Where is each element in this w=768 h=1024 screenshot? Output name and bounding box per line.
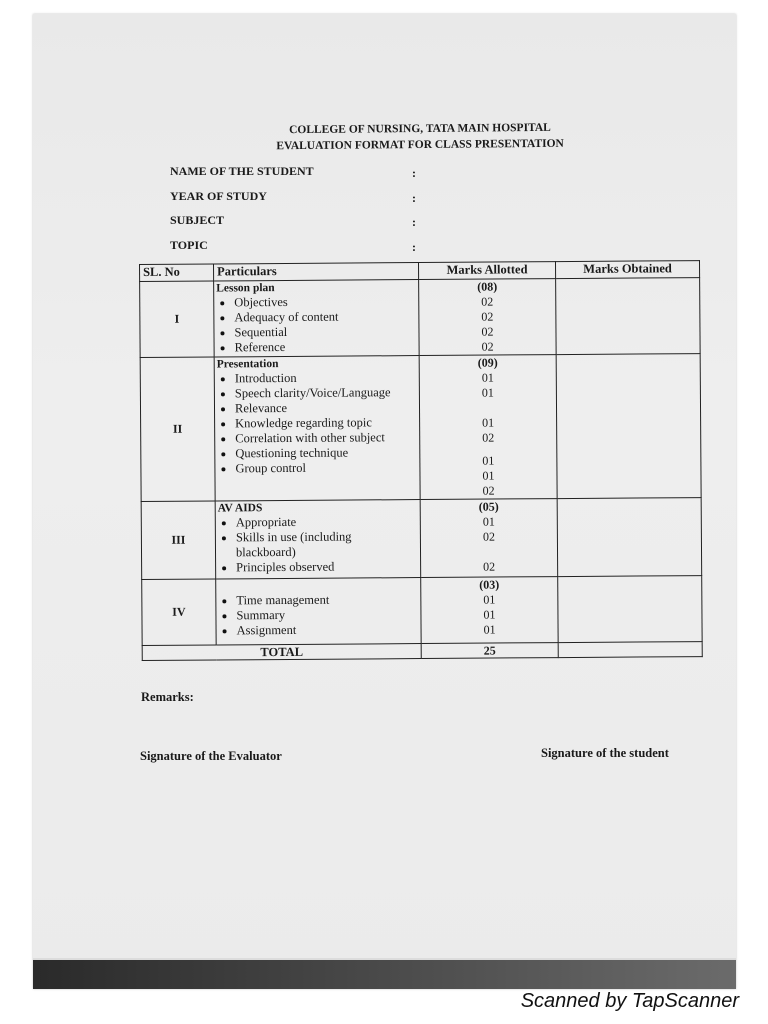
criteria-list [216,592,420,638]
field-label: TOPIC [170,237,208,252]
section-title: Lesson plan [216,282,275,295]
marks-allotted-cell [419,355,557,500]
section-title: Presentation [216,358,279,371]
header-marks-allotted: Marks Allotted [418,262,555,280]
list-item: Summary [216,607,420,623]
list-item: Sequential [214,324,418,340]
total-value: 25 [421,643,558,659]
mark-value: 01 [481,385,494,400]
evaluation-table-wrapper [139,260,702,661]
section-total-marks: (08) [477,279,498,294]
section-number: III [141,501,216,580]
marks-obtained-cell [556,354,701,499]
marks-obtained-cell [558,576,702,643]
remarks-label: Remarks: [141,690,194,704]
scan-top-margin [0,0,768,14]
section-number: I [140,281,215,358]
section-total-marks: (05) [478,499,499,514]
mark-value: 01 [482,468,495,483]
mark-spacer [421,544,557,560]
criteria-list [214,294,418,355]
list-item-continuation: blackboard) [235,544,296,560]
scanner-watermark: Scanned by TapScanner [520,990,739,1012]
mark-value: 02 [482,483,495,498]
form-title: EVALUATION FORMAT FOR CLASS PRESENTATION [276,137,564,153]
field-separator: : [412,239,416,254]
section-title [216,578,420,593]
section-number: II [140,357,215,502]
particulars-cell [214,356,420,501]
field-separator: : [412,166,416,180]
mark-value: 01 [482,415,495,430]
header-sl-no: SL. No [140,264,214,282]
list-item: Correlation with other subject [215,430,419,446]
list-item: Speech clarity/Voice/Language [215,385,419,401]
mark-spacer [420,400,556,416]
field-year-of-study [170,189,430,214]
table-total-row [142,642,702,661]
student-info-fields [170,164,430,262]
field-topic [170,238,430,263]
field-label: SUBJECT [170,213,225,227]
document-header [200,119,640,155]
table-row [141,498,702,580]
marks-allotted-cell [421,577,558,644]
field-separator: : [412,190,416,205]
institution-title: COLLEGE OF NURSING, TATA MAIN HOSPITAL [288,121,551,137]
particulars-cell [216,578,421,645]
mark-value: 02 [481,294,494,309]
list-item: Group control [215,460,419,476]
mark-value: 01 [482,453,495,468]
marks-obtained-cell [556,278,701,355]
mark-value: 01 [483,592,496,607]
list-item: Relevance [215,400,419,416]
field-student-name [170,164,430,189]
list-item: Introduction [215,370,419,386]
criteria-list [215,370,420,476]
table-row [142,576,702,646]
mark-value: 02 [482,430,495,445]
student-signature-label: Signature of the student [541,746,669,760]
field-label: NAME OF THE STUDENT [170,164,314,178]
particulars-cell [215,500,421,579]
mark-value: 02 [481,339,494,354]
mark-value: 02 [483,559,496,574]
background-surface [33,960,736,989]
mark-value: 02 [481,324,494,339]
section-total-marks: (03) [479,577,500,592]
marks-obtained-cell [557,498,702,577]
field-label: YEAR OF STUDY [170,188,267,203]
evaluator-signature-label: Signature of the Evaluator [140,749,282,763]
section-number: IV [142,579,216,646]
header-marks-obtained: Marks Obtained [555,261,699,279]
header-particulars: Particulars [214,263,419,281]
mark-value: 01 [483,622,496,637]
field-subject [170,213,430,238]
mark-value: 02 [482,529,495,544]
mark-value: 01 [482,514,495,529]
section-total-marks: (09) [477,355,498,370]
list-item: Questioning technique [215,445,419,461]
marks-allotted-cell [419,279,557,356]
criteria-list [216,514,420,575]
table-row [140,278,701,358]
mark-value: 02 [481,309,494,324]
list-item: Objectives [214,294,418,310]
list-item: Assignment [217,622,421,638]
particulars-cell [214,280,420,357]
total-label: TOTAL [142,644,421,661]
list-item: Knowledge regarding topic [215,415,419,431]
mark-value: 01 [483,607,496,622]
list-item: Principles observed [216,559,420,575]
list-item: Reference [215,339,419,355]
table-row [140,354,701,502]
list-item: Time management [216,592,420,608]
field-separator: : [412,215,416,229]
total-obtained-cell [558,642,702,658]
evaluation-table [139,260,703,661]
list-item: Skills in use (including [216,529,420,545]
list-item: Adequacy of content [214,309,418,325]
marks-allotted-cell [420,499,558,578]
section-title: AV AIDS [217,502,263,515]
mark-value: 01 [481,370,494,385]
list-item: Appropriate [216,514,420,530]
